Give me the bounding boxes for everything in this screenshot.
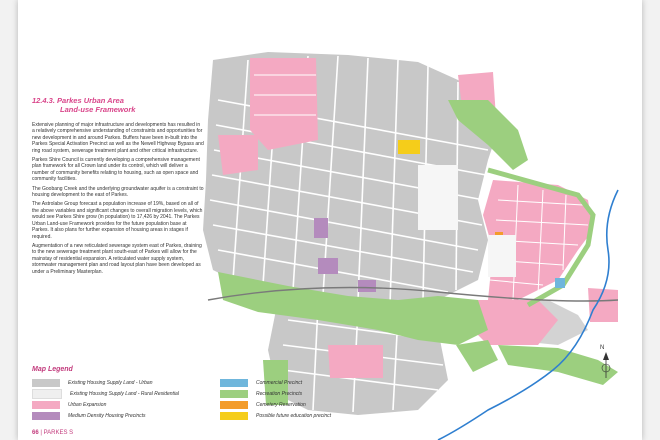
footer-separator: | [40,430,44,436]
legend-swatch [220,379,248,387]
legend-item-medium-density [32,411,146,420]
legend-label: Medium Density Housing Precincts [68,412,146,419]
page-footer [32,430,73,436]
legend-swatch [220,401,248,409]
future-education-precinct [398,140,420,154]
legend-swatch [32,379,60,387]
open-block [418,165,458,230]
legend-item-urban-expansion [32,400,106,409]
paragraph: Augmentation of a new reticulated sewerage system east of Parkes, draining to the new sewerage treatment plant south-east of Parkes will allow for the mainstay of residential expansion. A reticulated water supply system, stormwater management plan and road layout plan have been developed as under a Preliminary Masterplan. [32,242,202,275]
legend-swatch [220,390,248,398]
commercial-precinct [555,278,565,288]
legend-item-education [220,411,331,420]
legend-item-rural-residential [32,389,179,398]
legend-item-cemetery [220,400,306,409]
legend-label: Existing Housing Supply Land - Urban [68,379,153,386]
report-page [18,0,642,440]
legend-swatch [32,401,60,409]
heading-line-2: Land-use Framework [60,105,136,114]
paragraph: The Astrolabe Group forecast a population increase of 19%, based on all of the above variables and significant changes to overall migration levels, which would see Parkes Shire grow (in population) to 17,426 by 2041. The Parkes Urban Land-use Framework provides for the future population base at Parkes. It also plans for further expansion of housing areas in stages if required. [32,201,203,240]
page-number: 66 [32,430,39,436]
paragraph: Extensive planning of major infrastructure and developments has resulted in a relatively comprehensive understanding of constraints and opportunities for new development in and around Parkes. Buffers have been in-built into the Parkes Special Activation Precinct as well as the Newell Highway Bypass and ring road system, sewerage treatment plant and other critical infrastructure. [32,122,204,154]
legend-label: Recreation Precincts [256,390,303,397]
legend-item-recreation [220,389,302,398]
legend-item-urban [32,378,153,387]
legend-swatch [32,412,60,420]
legend-label: Urban Expansion [68,401,107,408]
paragraph: Parkes Shire Council is currently developing a comprehensive management plan framework for all Crown land under its control, which will deliver a number of community benefits relating to housing, such as open space and community facilities. [32,157,200,183]
legend-item-commercial [220,378,302,387]
document-name: PARKES S [43,430,74,436]
legend-swatch [32,389,62,399]
heading-line-1: 12.4.3. Parkes Urban Area [32,96,124,105]
north-label: N [600,345,605,351]
section-heading [32,96,202,114]
legend-label: Cemetery Reservation [256,401,306,408]
paragraph: The Goobang Creek and the underlying groundwater aquifer is a constraint to housing development to the east of Parkes. [32,185,204,199]
legend-label: Commercial Precinct [256,379,303,386]
legend-title: Map Legend [32,366,73,373]
legend-label: Existing Housing Supply Land - Rural Residential [70,390,179,397]
body-text [32,122,204,278]
legend-swatch [220,412,248,420]
open-block-2 [488,235,516,277]
legend-label: Possible future education precinct [256,412,332,419]
